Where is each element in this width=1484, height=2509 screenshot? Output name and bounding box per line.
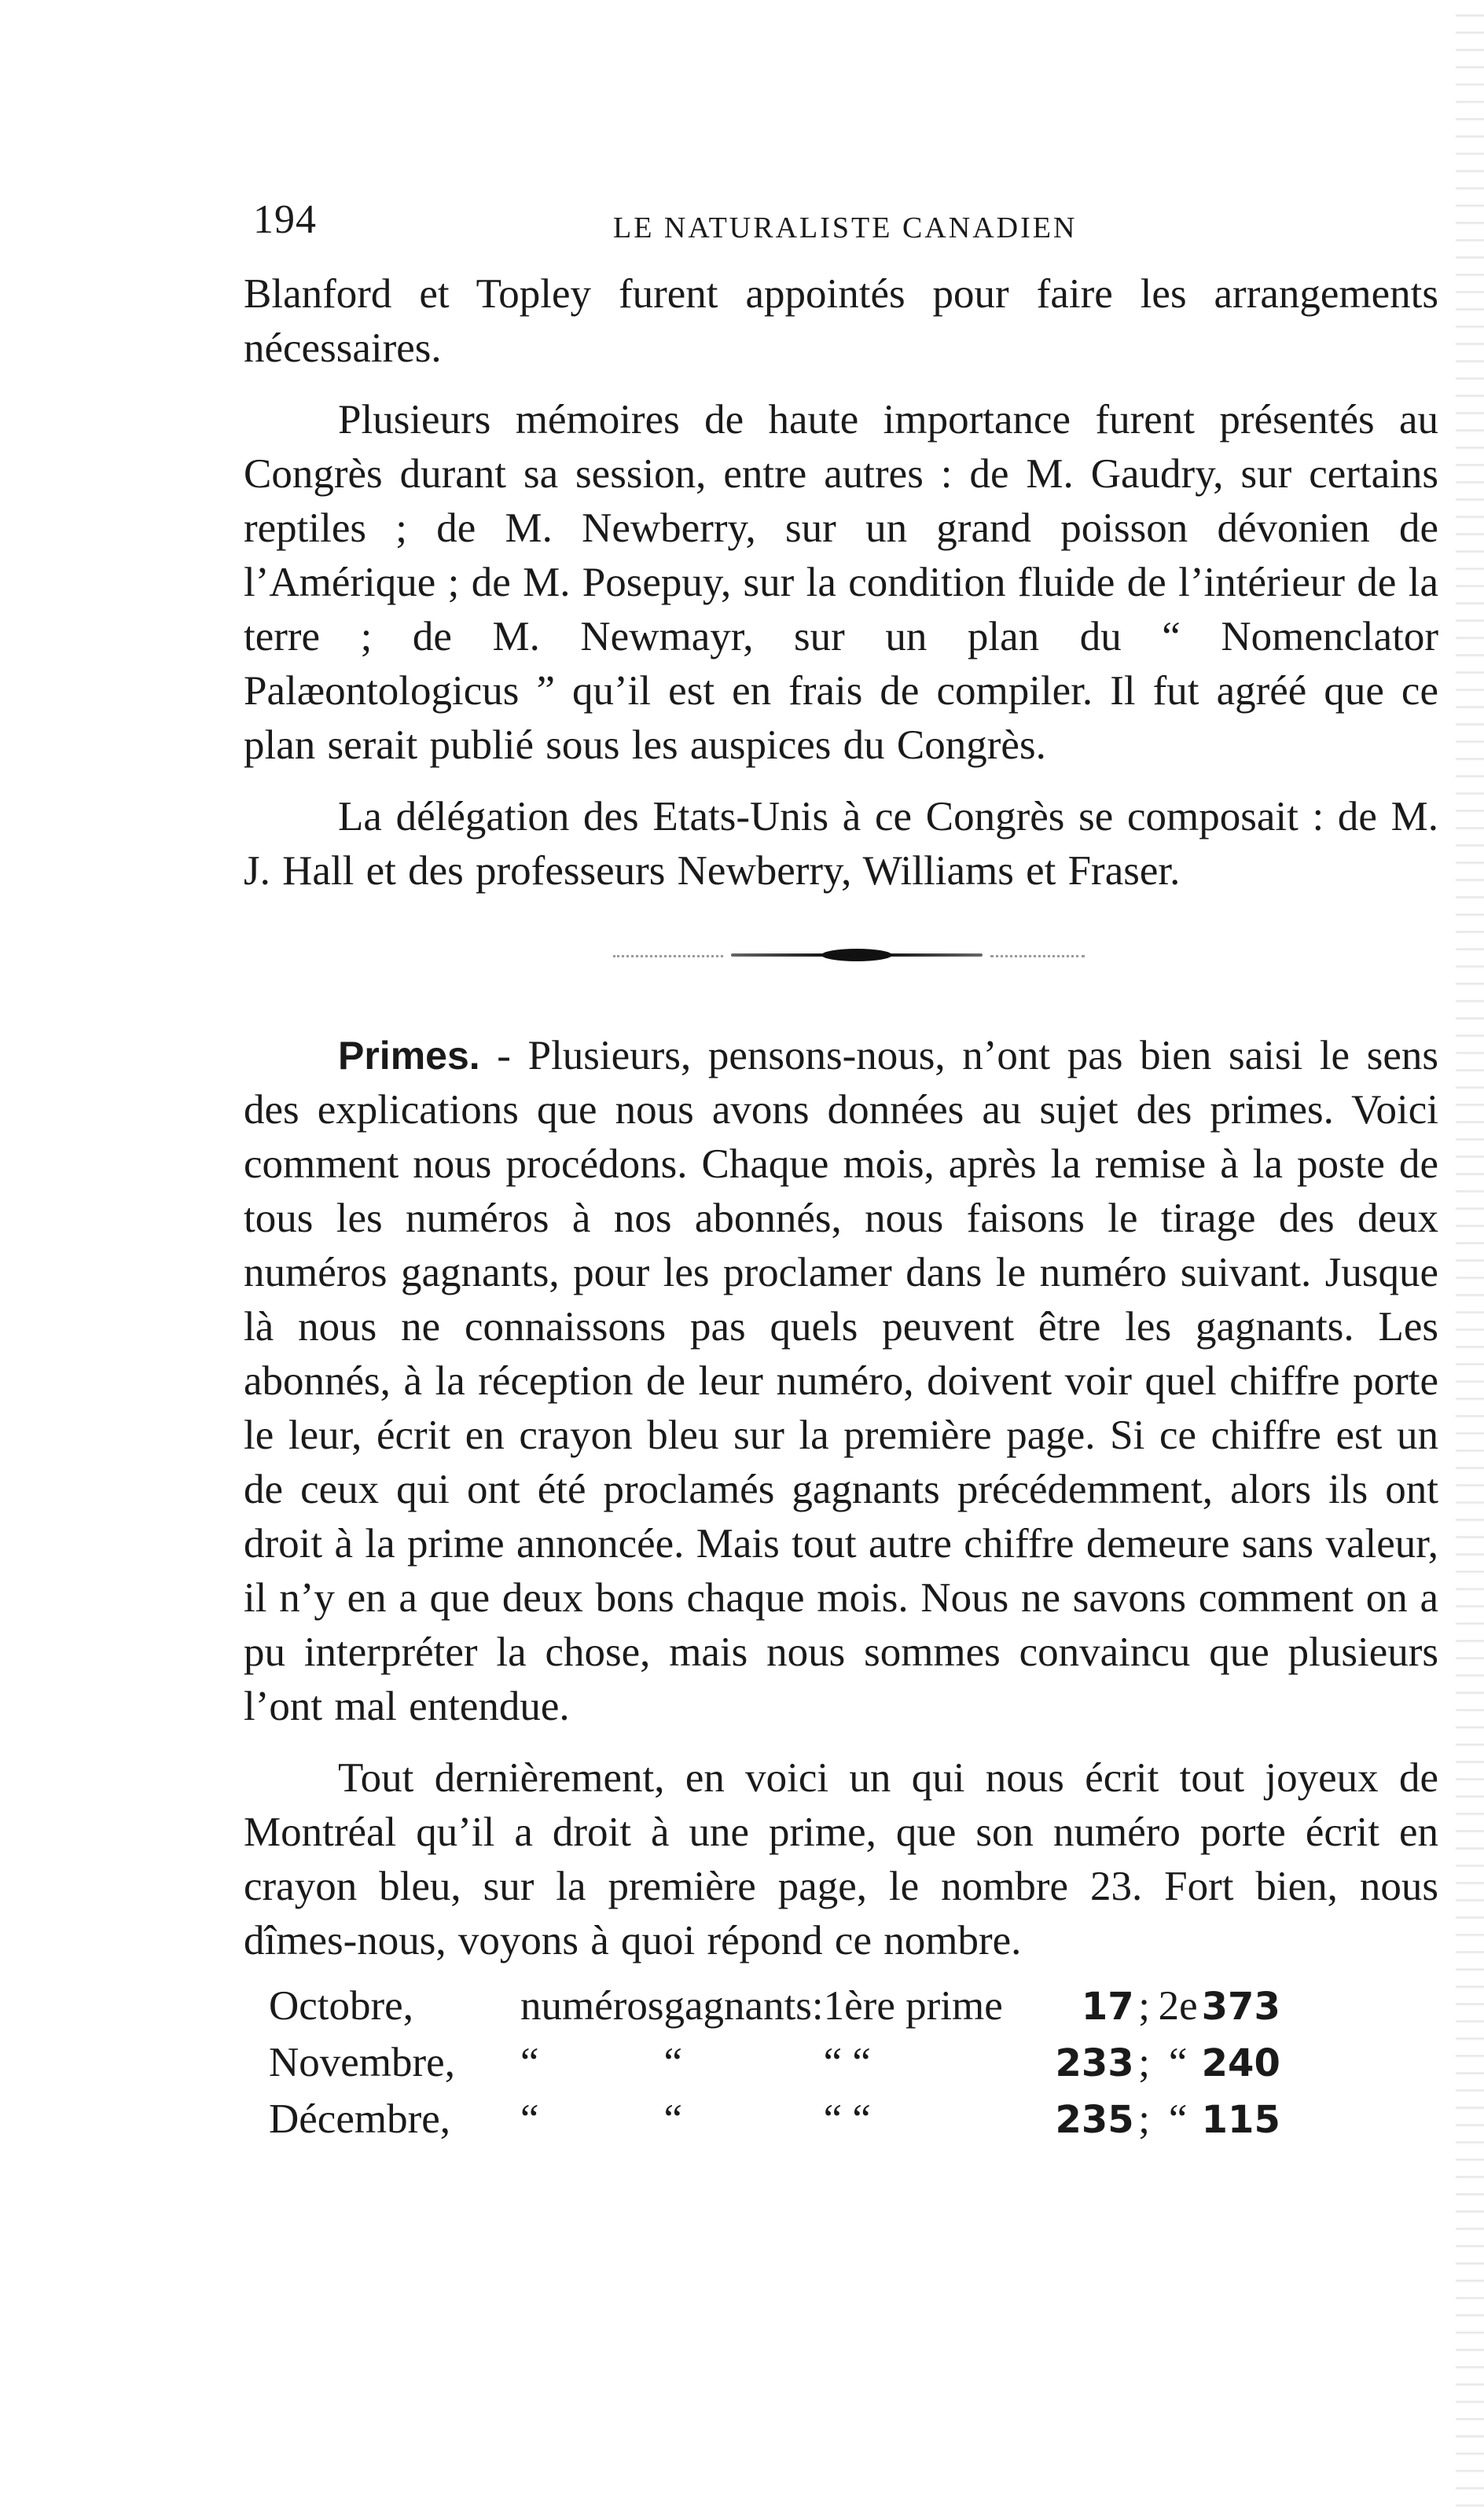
prize-label-a: “: [520, 2040, 539, 2085]
prize-rank-second: “: [1168, 2096, 1188, 2142]
prize-first-number: 17: [1081, 1985, 1134, 2029]
page-number: 194: [253, 197, 317, 242]
paragraph-montreal: Tout dernièrement, en voici un qui nous écrit tout joyeux de Montréal qu’il a droit à une prime, que son numéro porte écrit en crayon bleu, sur la première page, le nombre 23. Fort bien, nous dîmes-nous, voyons à quoi répond ce nombre.: [244, 1755, 1438, 1963]
paragraph-blanford: Blanford et Topley furent appointés pour faire les arrangements nécessaires.: [244, 271, 1438, 371]
prize-rank-second: 2e: [1158, 1983, 1198, 2029]
running-head: LE NATURALISTE CANADIEN: [613, 211, 1078, 244]
prize-rank: “ “: [823, 2040, 871, 2085]
paragraph-delegation: La délégation des Etats-Unis à ce Congrès se composait : de M. J. Hall et des professeurs Newberry, Williams et Fraser.: [244, 794, 1438, 894]
prize-label-a: numéros: [520, 1983, 664, 2029]
prize-rank: 1ère prime: [823, 1983, 1003, 2029]
prize-rank: “ “: [823, 2096, 871, 2142]
primes-body: - Plusieurs, pensons-nous, n’ont pas bien saisi le sens des explications que nous avons données au sujet des primes. Voici comment nous procédons. Chaque mois, après la remise à la poste de tous les numéros à nos abonnés, nous faisons le tirage des deux numéros gagnants, pour les proclamer dans le numéro suivant. Jusque là nous ne connaissons pas quels peuvent être les gagnants. Les abonnés, à la réception de leur numéro, doivent voir quel chiffre porte le leur, écrit en crayon bleu sur la première page. Si ce chiffre est un de ceux qui ont été proclamés gagnants précédemment, alors ils ont droit à la prime annoncée. Mais tout autre chiffre demeure sans valeur, il n’y en a que deux bons chaque mois. Nous ne savons comment on a pu interpréter la chose, mais nous sommes convaincu que plusieurs l’ont mal entendue.: [244, 1033, 1438, 1729]
paragraph-primes: [244, 1029, 1438, 1734]
prize-second-number: 373: [1201, 1985, 1280, 2029]
divider-dots-left: [613, 955, 723, 957]
table-row: [269, 1982, 1300, 2039]
prize-rank-second: “: [1168, 2040, 1188, 2085]
divider-dots-right: [990, 955, 1085, 957]
prize-separator: ;: [1138, 2096, 1151, 2142]
section-divider: [244, 898, 1438, 1008]
paragraph-memoires: Plusieurs mémoires de haute importance furent présentés au Congrès durant sa session, entre autres : de M. Gaudry, sur certains reptiles ; de M. Newberry, sur un grand poisson dévonien de l’Amérique ; de M. Posepuy, sur la condition fluide de l’intérieur de la terre ; de M. Newmayr, sur un plan du “ Nomenclator Palæontologicus ” qu’il est en frais de compiler. Il fut agréé que ce plan serait publié sous les auspices du Congrès.: [244, 397, 1438, 768]
prize-month: Octobre,: [269, 1983, 413, 2029]
page-edge-scan-artifact: [1456, 0, 1484, 2509]
prize-first-number: 235: [1055, 2098, 1134, 2142]
prize-label-a: “: [520, 2096, 539, 2142]
divider-rule: [731, 953, 983, 957]
table-row: [269, 2039, 1300, 2096]
prize-second-number: 240: [1201, 2041, 1280, 2085]
prize-month: Décembre,: [269, 2096, 450, 2142]
book-page: [244, 197, 1438, 2152]
prize-label-b: “: [663, 2096, 683, 2142]
prize-label-b: gagnants:: [663, 1983, 824, 2029]
prize-label-b: “: [663, 2040, 683, 2085]
prize-month: Novembre,: [269, 2040, 455, 2085]
table-row: [269, 2096, 1300, 2152]
prize-separator: ;: [1138, 2040, 1151, 2085]
page-header: [244, 197, 1438, 267]
prize-second-number: 115: [1201, 2098, 1280, 2142]
primes-heading: Primes.: [338, 1034, 480, 1078]
prize-separator: ;: [1138, 1983, 1151, 2029]
prize-first-number: 233: [1055, 2041, 1134, 2085]
prize-table: [269, 1982, 1300, 2152]
